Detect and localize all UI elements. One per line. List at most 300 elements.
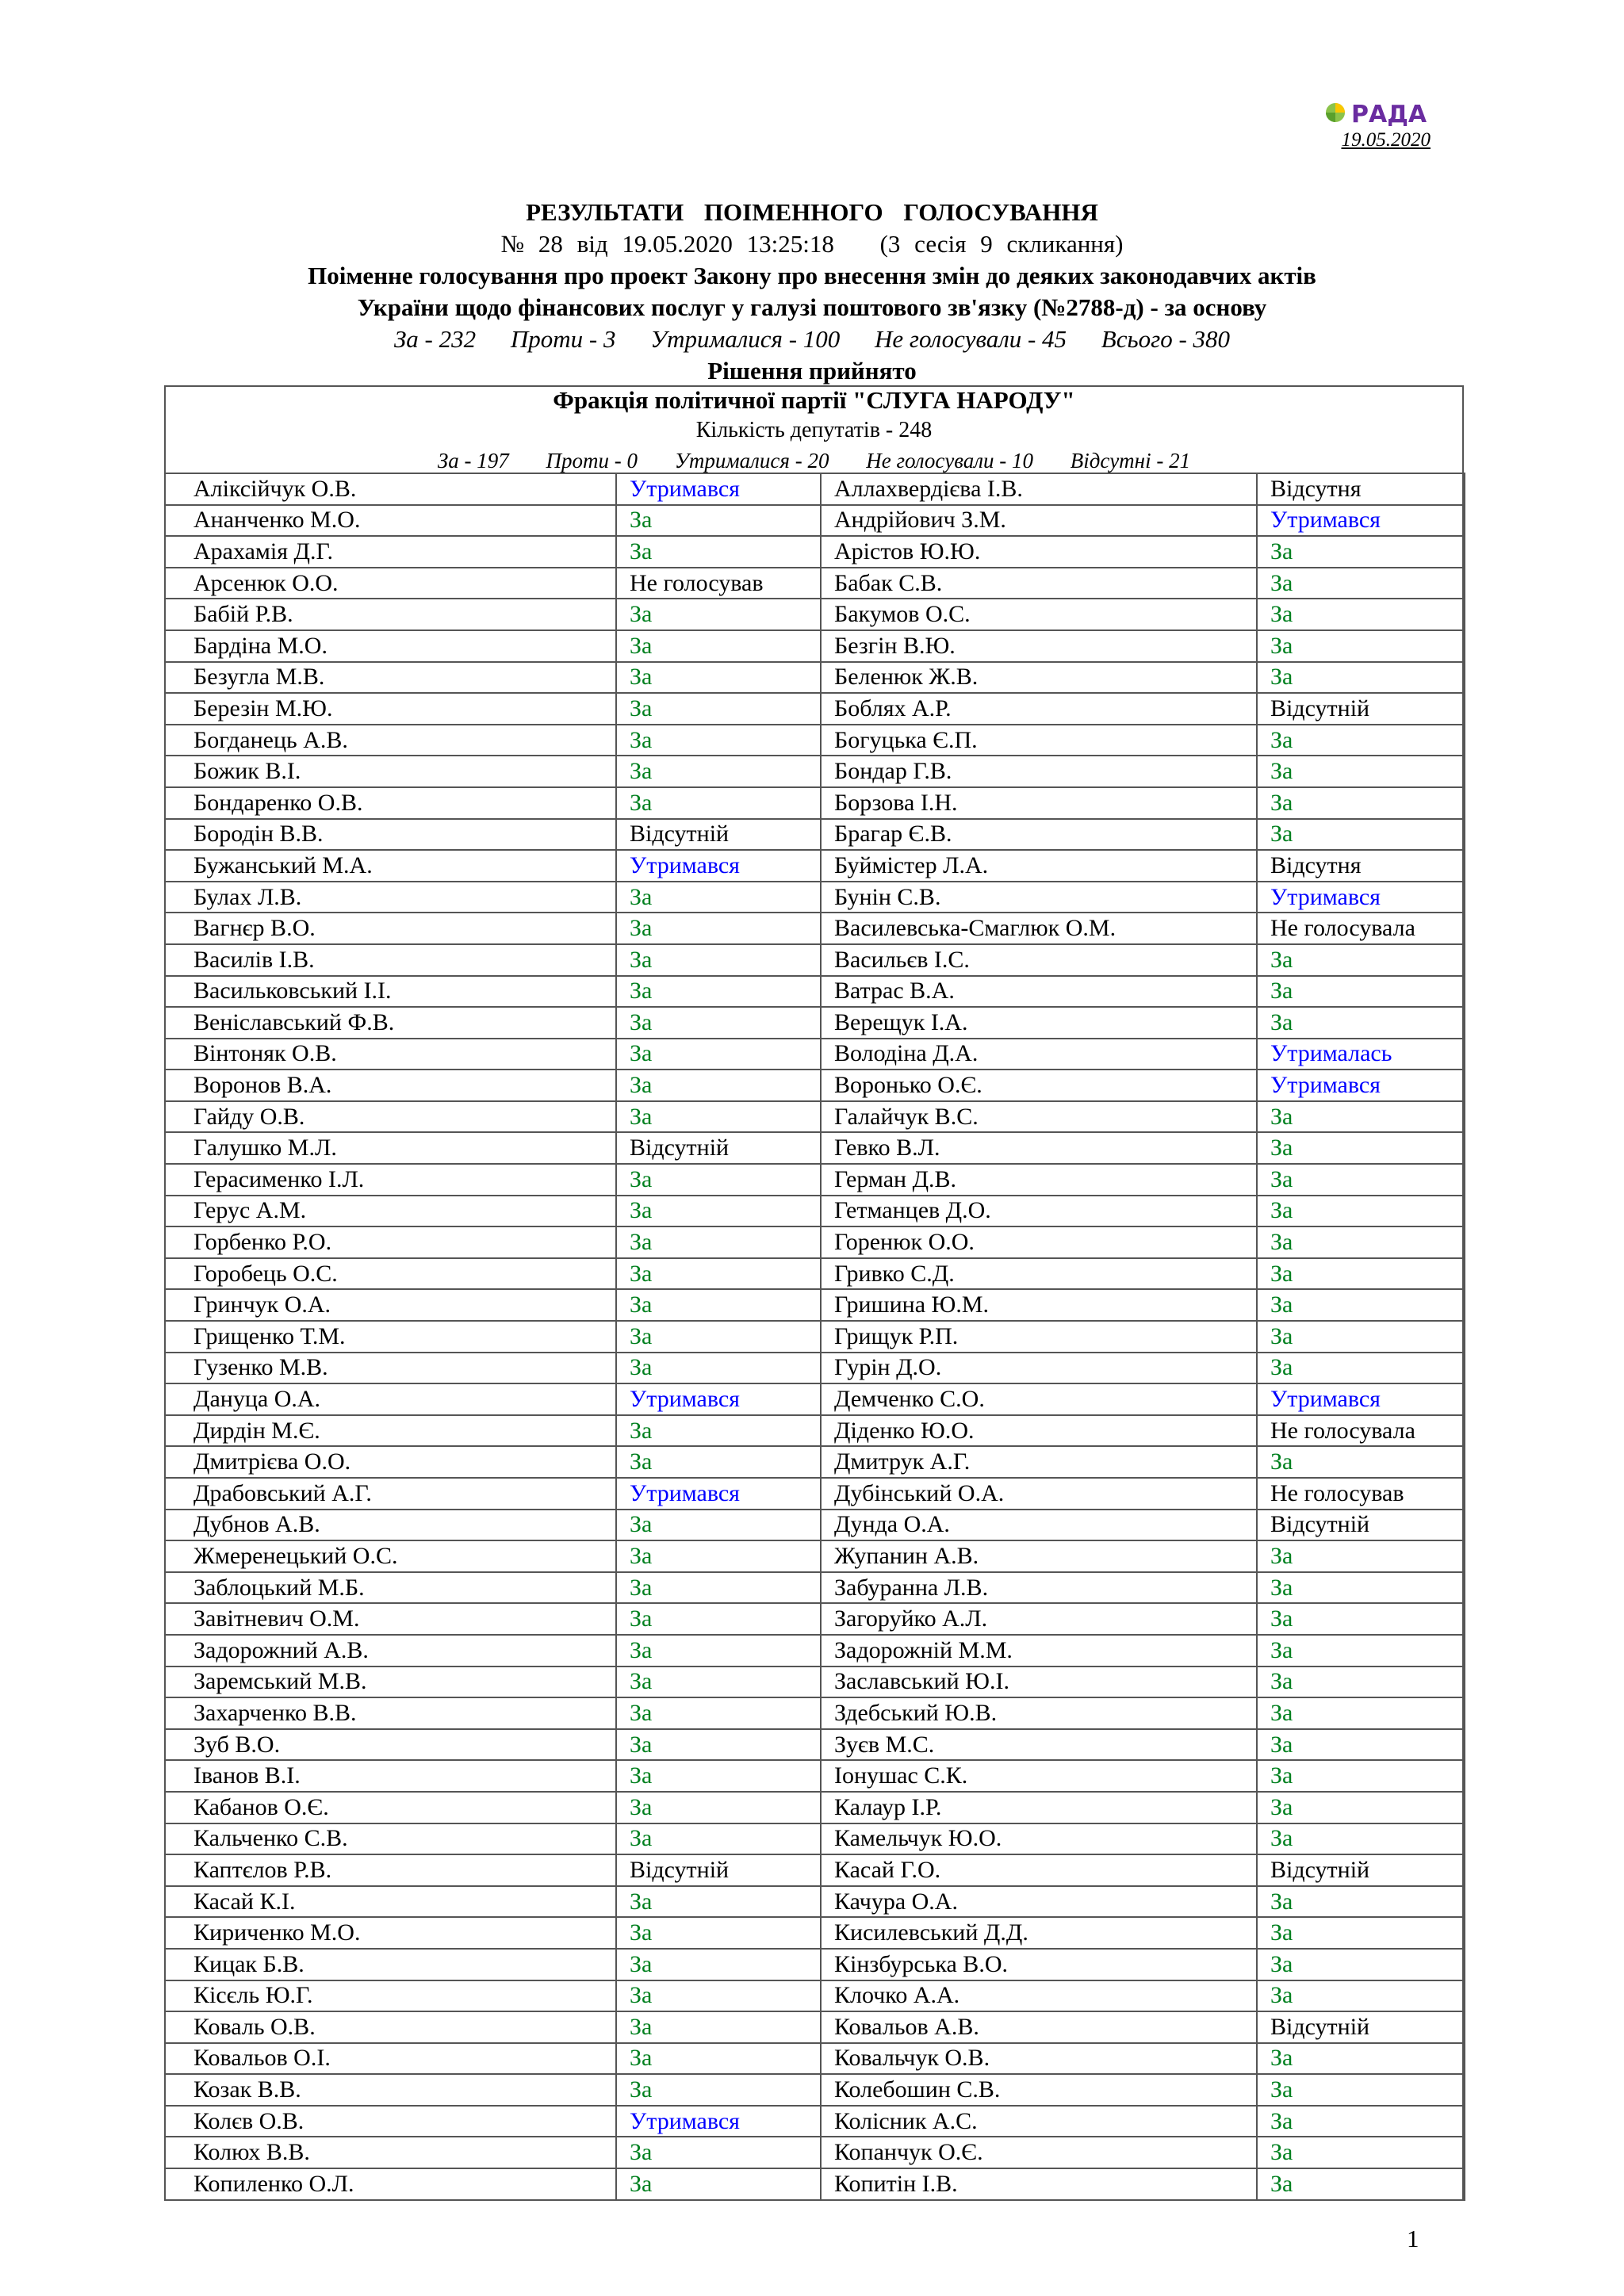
table-row (165, 1164, 1465, 1196)
deputy-name: Дунда О.А. (821, 1510, 1257, 1541)
table-row (165, 787, 1465, 819)
vote-result: За (1257, 2137, 1465, 2168)
deputy-name: Касай К.І. (165, 1886, 616, 1918)
deputy-name: Гурін Д.О. (821, 1353, 1257, 1384)
vote-result: За (1257, 1321, 1465, 1353)
deputy-name: Василевська-Смаглюк О.М. (821, 913, 1257, 944)
table-row (165, 473, 1465, 505)
vote-result: За (1257, 1258, 1465, 1290)
vote-result: За (1257, 1196, 1465, 1227)
deputy-name: Заремський М.В. (165, 1667, 616, 1698)
deputy-name: Воронько О.Є. (821, 1070, 1257, 1101)
deputy-name: Герус А.М. (165, 1196, 616, 1227)
table-row (165, 2168, 1465, 2200)
deputy-name: Колісник А.С. (821, 2106, 1257, 2137)
table-row (165, 1667, 1465, 1698)
vote-result: За (1257, 1603, 1465, 1635)
page-number: 1 (1407, 2225, 1419, 2252)
vote-result: За (1257, 787, 1465, 819)
vote-result: Утримався (1257, 1383, 1465, 1415)
deputy-name: Дмитрук А.Г. (821, 1446, 1257, 1478)
vote-result: За (1257, 2106, 1465, 2137)
vote-result: За (616, 787, 821, 819)
vote-result: За (1257, 1792, 1465, 1823)
deputy-name: Ковальов О.І. (165, 2043, 616, 2075)
vote-result: За (616, 1353, 821, 1384)
vote-result: За (616, 913, 821, 944)
deputy-name: Заславський Ю.І. (821, 1667, 1257, 1698)
deputy-name: Бондар Г.В. (821, 756, 1257, 787)
vote-result: За (616, 1823, 821, 1855)
vote-result: Не голосувала (1257, 913, 1465, 944)
vote-result: За (1257, 1697, 1465, 1729)
page-title: РЕЗУЛЬТАТИ ПОІМЕННОГО ГОЛОСУВАННЯ (526, 198, 1098, 226)
table-row (165, 1353, 1465, 1384)
vote-result: За (1257, 1572, 1465, 1604)
deputy-name: Гришина Ю.М. (821, 1289, 1257, 1321)
deputy-name: Горенюк О.О. (821, 1226, 1257, 1258)
table-row (165, 1039, 1465, 1070)
vote-result: За (616, 1446, 821, 1478)
table-row (165, 568, 1465, 599)
deputy-name: Василів І.В. (165, 944, 616, 976)
vote-result: За (1257, 1446, 1465, 1478)
vote-result: За (616, 1070, 821, 1101)
vote-result: За (616, 2011, 821, 2043)
vote-result: За (616, 1540, 821, 1572)
deputy-name: Коваль О.В. (165, 2011, 616, 2043)
deputy-name: Ковальов А.В. (821, 2011, 1257, 2043)
deputy-name: Дмитрієва О.О. (165, 1446, 616, 1478)
table-row (165, 505, 1465, 537)
vote-result: За (1257, 1886, 1465, 1918)
deputy-name: Герасименко І.Л. (165, 1164, 616, 1196)
deputy-name: Кальченко С.В. (165, 1823, 616, 1855)
deputy-name: Бородін В.В. (165, 819, 616, 851)
vote-result: За (616, 1196, 821, 1227)
deputy-name: Васильковський І.І. (165, 976, 616, 1008)
deputy-name: Дирдін М.Є. (165, 1415, 616, 1447)
table-row (165, 1760, 1465, 1792)
vote-result: Не голосував (616, 568, 821, 599)
deputy-name: Верещук І.А. (821, 1007, 1257, 1039)
table-row (165, 1917, 1465, 1949)
deputy-name: Галушко М.Л. (165, 1132, 616, 1164)
vote-result: За (1257, 1164, 1465, 1196)
deputy-name: Боблях А.Р. (821, 693, 1257, 725)
deputy-name: Калаур І.Р. (821, 1792, 1257, 1823)
vote-result: За (1257, 1635, 1465, 1667)
deputy-name: Діденко Ю.О. (821, 1415, 1257, 1447)
vote-result: За (616, 693, 821, 725)
vote-result: За (1257, 725, 1465, 756)
deputy-name: Копиленко О.Л. (165, 2168, 616, 2200)
vote-result: Відсутній (1257, 1854, 1465, 1886)
table-row (165, 819, 1465, 851)
vote-result: За (1257, 976, 1465, 1008)
vote-result: Утримався (1257, 505, 1465, 537)
vote-result: За (1257, 1667, 1465, 1698)
deputy-name: Вінтоняк О.В. (165, 1039, 616, 1070)
vote-result: За (1257, 819, 1465, 851)
table-row (165, 882, 1465, 913)
vote-result: За (1257, 1823, 1465, 1855)
vote-result: Відсутня (1257, 850, 1465, 882)
vote-result: Відсутня (1257, 473, 1465, 505)
deputy-name: Васильєв І.С. (821, 944, 1257, 976)
deputy-name: Богуцька Є.П. (821, 725, 1257, 756)
vote-result: За (1257, 1917, 1465, 1949)
deputy-name: Герман Д.В. (821, 1164, 1257, 1196)
deputy-name: Іванов В.І. (165, 1760, 616, 1792)
stat-abstained: Утрималися - 100 (650, 325, 841, 353)
vote-result: За (1257, 1760, 1465, 1792)
total-stats (0, 323, 1624, 355)
deputy-name: Кисилевський Д.Д. (821, 1917, 1257, 1949)
vote-result: Відсутній (616, 1854, 821, 1886)
vote-result: Не голосував (1257, 1478, 1465, 1510)
table-row (165, 1446, 1465, 1478)
deputy-name: Гайду О.В. (165, 1101, 616, 1133)
deputy-name: Козак В.В. (165, 2074, 616, 2106)
subject-line-2: України щодо фінансових послуг у галузі поштового зв'язку (№2788-д) - за основу (357, 293, 1267, 321)
deputy-name: Зуєв М.С. (821, 1729, 1257, 1761)
vote-result: За (616, 536, 821, 568)
deputy-name: Кириченко М.О. (165, 1917, 616, 1949)
table-row (165, 1635, 1465, 1667)
vote-result: За (1257, 1949, 1465, 1980)
vote-result: За (1257, 1132, 1465, 1164)
deputy-name: Копанчук О.Є. (821, 2137, 1257, 2168)
vote-result: За (616, 976, 821, 1008)
table-row (165, 2106, 1465, 2137)
stat-for: За - 232 (393, 325, 477, 353)
table-row (165, 2074, 1465, 2106)
deputy-name: Кінзбурська В.О. (821, 1949, 1257, 1980)
vote-result: За (616, 756, 821, 787)
vote-result: Не голосувала (1257, 1415, 1465, 1447)
deputy-name: Безгін В.Ю. (821, 630, 1257, 662)
deputy-name: Вагнєр В.О. (165, 913, 616, 944)
deputy-name: Гривко С.Д. (821, 1258, 1257, 1290)
deputy-name: Гетманцев Д.О. (821, 1196, 1257, 1227)
vote-info (0, 228, 1624, 260)
deputy-name: Борзова І.Н. (821, 787, 1257, 819)
vote-result: За (616, 1949, 821, 1980)
faction-count: Кількість депутатів - 248 (695, 418, 933, 442)
deputy-name: Грищенко Т.М. (165, 1321, 616, 1353)
vote-result: За (616, 1572, 821, 1604)
deputy-name: Кицак Б.В. (165, 1949, 616, 1980)
deputy-name: Кісєль Ю.Г. (165, 1980, 616, 2012)
deputy-name: Демченко С.О. (821, 1383, 1257, 1415)
deputy-name: Арахамія Д.Г. (165, 536, 616, 568)
deputy-name: Кабанов О.Є. (165, 1792, 616, 1823)
table-row (165, 693, 1465, 725)
stat-against: Проти - 3 (510, 325, 616, 353)
deputy-name: Бунін С.В. (821, 882, 1257, 913)
deputy-name: Андрійович З.М. (821, 505, 1257, 537)
deputy-name: Бабак С.В. (821, 568, 1257, 599)
deputy-name: Арістов Ю.Ю. (821, 536, 1257, 568)
subject-line-1: Поіменне голосування про проект Закону про внесення змін до деяких законодавчих актів (308, 262, 1316, 289)
faction-stat-not-voted: Не голосували - 10 (866, 449, 1033, 473)
vote-result: За (616, 725, 821, 756)
faction-stat-absent: Відсутні - 21 (1070, 449, 1191, 473)
stat-not-voted: Не голосували - 45 (875, 325, 1067, 353)
table-row (165, 913, 1465, 944)
deputy-name: Горбенко Р.О. (165, 1226, 616, 1258)
vote-result: За (616, 2043, 821, 2075)
table-row (165, 756, 1465, 787)
vote-result: Відсутній (1257, 1510, 1465, 1541)
table-row (165, 1226, 1465, 1258)
votes-table (164, 473, 1465, 2201)
deputy-name: Жмеренецький О.С. (165, 1540, 616, 1572)
deputy-name: Веніславський Ф.В. (165, 1007, 616, 1039)
vote-result: За (616, 2168, 821, 2200)
deputy-name: Колебошин С.В. (821, 2074, 1257, 2106)
table-row (165, 2137, 1465, 2168)
vote-from: від (576, 230, 608, 258)
vote-result: Утримався (1257, 882, 1465, 913)
vote-result: Відсутній (1257, 2011, 1465, 2043)
vote-result: За (616, 1760, 821, 1792)
table-row (165, 1289, 1465, 1321)
table-row (165, 1258, 1465, 1290)
deputy-name: Клочко А.А. (821, 1980, 1257, 2012)
vote-result: За (616, 882, 821, 913)
vote-result: За (1257, 1101, 1465, 1133)
table-row (165, 1007, 1465, 1039)
table-row (165, 1196, 1465, 1227)
vote-result: За (616, 1635, 821, 1667)
deputy-name: Драбовський А.Г. (165, 1478, 616, 1510)
deputy-name: Безугла М.В. (165, 662, 616, 694)
faction-stat-abstained: Утрималися - 20 (674, 449, 829, 473)
deputy-name: Горобець О.С. (165, 1258, 616, 1290)
deputy-name: Галайчук В.С. (821, 1101, 1257, 1133)
faction-stat-for: За - 197 (437, 449, 509, 473)
table-row (165, 1132, 1465, 1164)
vote-result: За (616, 1007, 821, 1039)
table-row (165, 1697, 1465, 1729)
vote-result: За (616, 2137, 821, 2168)
table-row (165, 2011, 1465, 2043)
vote-result: Утримався (616, 850, 821, 882)
deputy-name: Каптєлов Р.В. (165, 1854, 616, 1886)
table-row (165, 1540, 1465, 1572)
vote-result: Утримався (1257, 1070, 1465, 1101)
table-row (165, 630, 1465, 662)
deputy-name: Камельчук Ю.О. (821, 1823, 1257, 1855)
vote-result: За (1257, 568, 1465, 599)
table-row (165, 536, 1465, 568)
vote-result: За (616, 1510, 821, 1541)
vote-result: За (616, 1226, 821, 1258)
faction-stats (164, 446, 1464, 476)
vote-result: За (616, 944, 821, 976)
vote-result: За (1257, 1226, 1465, 1258)
deputy-name: Божик В.І. (165, 756, 616, 787)
vote-result: Утримався (616, 1383, 821, 1415)
table-row (165, 725, 1465, 756)
deputy-name: Булах Л.В. (165, 882, 616, 913)
vote-result: За (1257, 1289, 1465, 1321)
header-date: 19.05.2020 (1341, 129, 1431, 151)
vote-result: За (616, 599, 821, 630)
deputy-name: Дубнов А.В. (165, 1510, 616, 1541)
deputy-name: Захарченко В.В. (165, 1697, 616, 1729)
vote-result: За (1257, 599, 1465, 630)
deputy-name: Гузенко М.В. (165, 1353, 616, 1384)
deputy-name: Задорожній М.М. (821, 1635, 1257, 1667)
vote-result: Відсутній (616, 1132, 821, 1164)
vote-result: За (1257, 756, 1465, 787)
table-row (165, 1729, 1465, 1761)
vote-result: Відсутній (616, 819, 821, 851)
table-row (165, 976, 1465, 1008)
vote-result: Утримався (616, 1478, 821, 1510)
deputy-name: Здебський Ю.В. (821, 1697, 1257, 1729)
deputy-name: Копитін І.В. (821, 2168, 1257, 2200)
deputy-name: Буймістер Л.А. (821, 850, 1257, 882)
logo-text: РАДА (1351, 101, 1427, 128)
deputy-name: Беленюк Ж.В. (821, 662, 1257, 694)
vote-result: Відсутній (1257, 693, 1465, 725)
deputy-name: Грищук Р.П. (821, 1321, 1257, 1353)
vote-result: За (1257, 536, 1465, 568)
deputy-name: Воронов В.А. (165, 1070, 616, 1101)
vote-result: За (616, 1729, 821, 1761)
deputy-name: Володіна Д.А. (821, 1039, 1257, 1070)
deputy-name: Задорожний А.В. (165, 1635, 616, 1667)
faction-header (164, 385, 1464, 476)
deputy-name: Брагар Є.В. (821, 819, 1257, 851)
vote-result: За (1257, 2168, 1465, 2200)
table-row (165, 850, 1465, 882)
vote-result: За (616, 1164, 821, 1196)
vote-result: Утримався (616, 2106, 821, 2137)
vote-result: За (616, 1321, 821, 1353)
vote-result: За (1257, 1729, 1465, 1761)
table-row (165, 1510, 1465, 1541)
deputy-name: Іонушас С.К. (821, 1760, 1257, 1792)
table-row (165, 944, 1465, 976)
table-row (165, 1792, 1465, 1823)
deputy-name: Колєв О.В. (165, 2106, 616, 2137)
deputy-name: Гевко В.Л. (821, 1132, 1257, 1164)
vote-result: Утримався (616, 473, 821, 505)
deputy-name: Зуб В.О. (165, 1729, 616, 1761)
deputy-name: Качура О.А. (821, 1886, 1257, 1918)
table-row (165, 1572, 1465, 1604)
vote-datetime: 19.05.2020 13:25:18 (622, 230, 834, 258)
table-row (165, 1949, 1465, 1980)
table-row (165, 1478, 1465, 1510)
deputy-name: Ананченко М.О. (165, 505, 616, 537)
deputy-name: Забуранна Л.В. (821, 1572, 1257, 1604)
vote-result: За (616, 1101, 821, 1133)
deputy-name: Бакумов О.С. (821, 599, 1257, 630)
deputy-name: Бардіна М.О. (165, 630, 616, 662)
vote-result: За (616, 1289, 821, 1321)
deputy-name: Колюх В.В. (165, 2137, 616, 2168)
vote-result: За (616, 1886, 821, 1918)
deputy-name: Дануца О.А. (165, 1383, 616, 1415)
vote-result: За (616, 1258, 821, 1290)
table-row (165, 1886, 1465, 1918)
vote-result: За (616, 1415, 821, 1447)
deputy-name: Дубінський О.А. (821, 1478, 1257, 1510)
vote-result: За (1257, 944, 1465, 976)
vote-result: За (616, 1792, 821, 1823)
vote-result: За (1257, 662, 1465, 694)
vote-result: За (616, 662, 821, 694)
vote-result: За (616, 1039, 821, 1070)
table-row (165, 2043, 1465, 2075)
vote-number: № 28 (500, 230, 563, 258)
vote-result: За (616, 1917, 821, 1949)
faction-stat-against: Проти - 0 (546, 449, 638, 473)
vote-result: За (616, 630, 821, 662)
vote-result: За (616, 2074, 821, 2106)
vote-result: За (1257, 1980, 1465, 2012)
deputy-name: Бужанський М.А. (165, 850, 616, 882)
vote-result: За (1257, 1353, 1465, 1384)
table-row (165, 1603, 1465, 1635)
deputy-name: Богданець А.В. (165, 725, 616, 756)
table-row (165, 1321, 1465, 1353)
decision: Рішення прийнято (707, 357, 917, 385)
vote-result: За (1257, 2043, 1465, 2075)
deputy-name: Березін М.Ю. (165, 693, 616, 725)
vote-result: За (616, 1980, 821, 2012)
table-row (165, 1823, 1465, 1855)
table-row (165, 1980, 1465, 2012)
deputy-name: Касай Г.О. (821, 1854, 1257, 1886)
vote-result: За (616, 1697, 821, 1729)
table-row (165, 1383, 1465, 1415)
faction-name: Фракція політичної партії "СЛУГА НАРОДУ" (553, 386, 1075, 414)
deputy-name: Заблоцький М.Б. (165, 1572, 616, 1604)
vote-result: Утрималась (1257, 1039, 1465, 1070)
deputy-name: Загоруйко А.Л. (821, 1603, 1257, 1635)
deputy-name: Гринчук О.А. (165, 1289, 616, 1321)
vote-result: За (1257, 2074, 1465, 2106)
stat-total: Всього - 380 (1101, 325, 1231, 353)
table-row (165, 662, 1465, 694)
deputy-name: Ватрас В.А. (821, 976, 1257, 1008)
table-row (165, 1101, 1465, 1133)
title-block (0, 197, 1624, 387)
vote-result: За (1257, 630, 1465, 662)
vote-session: (3 сесія 9 скликання) (879, 230, 1124, 258)
table-row (165, 1854, 1465, 1886)
vote-result: За (1257, 1540, 1465, 1572)
vote-result: За (616, 1603, 821, 1635)
vote-result: За (616, 505, 821, 537)
deputy-name: Ковальчук О.В. (821, 2043, 1257, 2075)
deputy-name: Бондаренко О.В. (165, 787, 616, 819)
rada-logo (1321, 97, 1432, 132)
deputy-name: Завітневич О.М. (165, 1603, 616, 1635)
table-row (165, 599, 1465, 630)
deputy-name: Аллахвердієва І.В. (821, 473, 1257, 505)
deputy-name: Арсенюк О.О. (165, 568, 616, 599)
deputy-name: Аліксійчук О.В. (165, 473, 616, 505)
vote-result: За (1257, 1007, 1465, 1039)
